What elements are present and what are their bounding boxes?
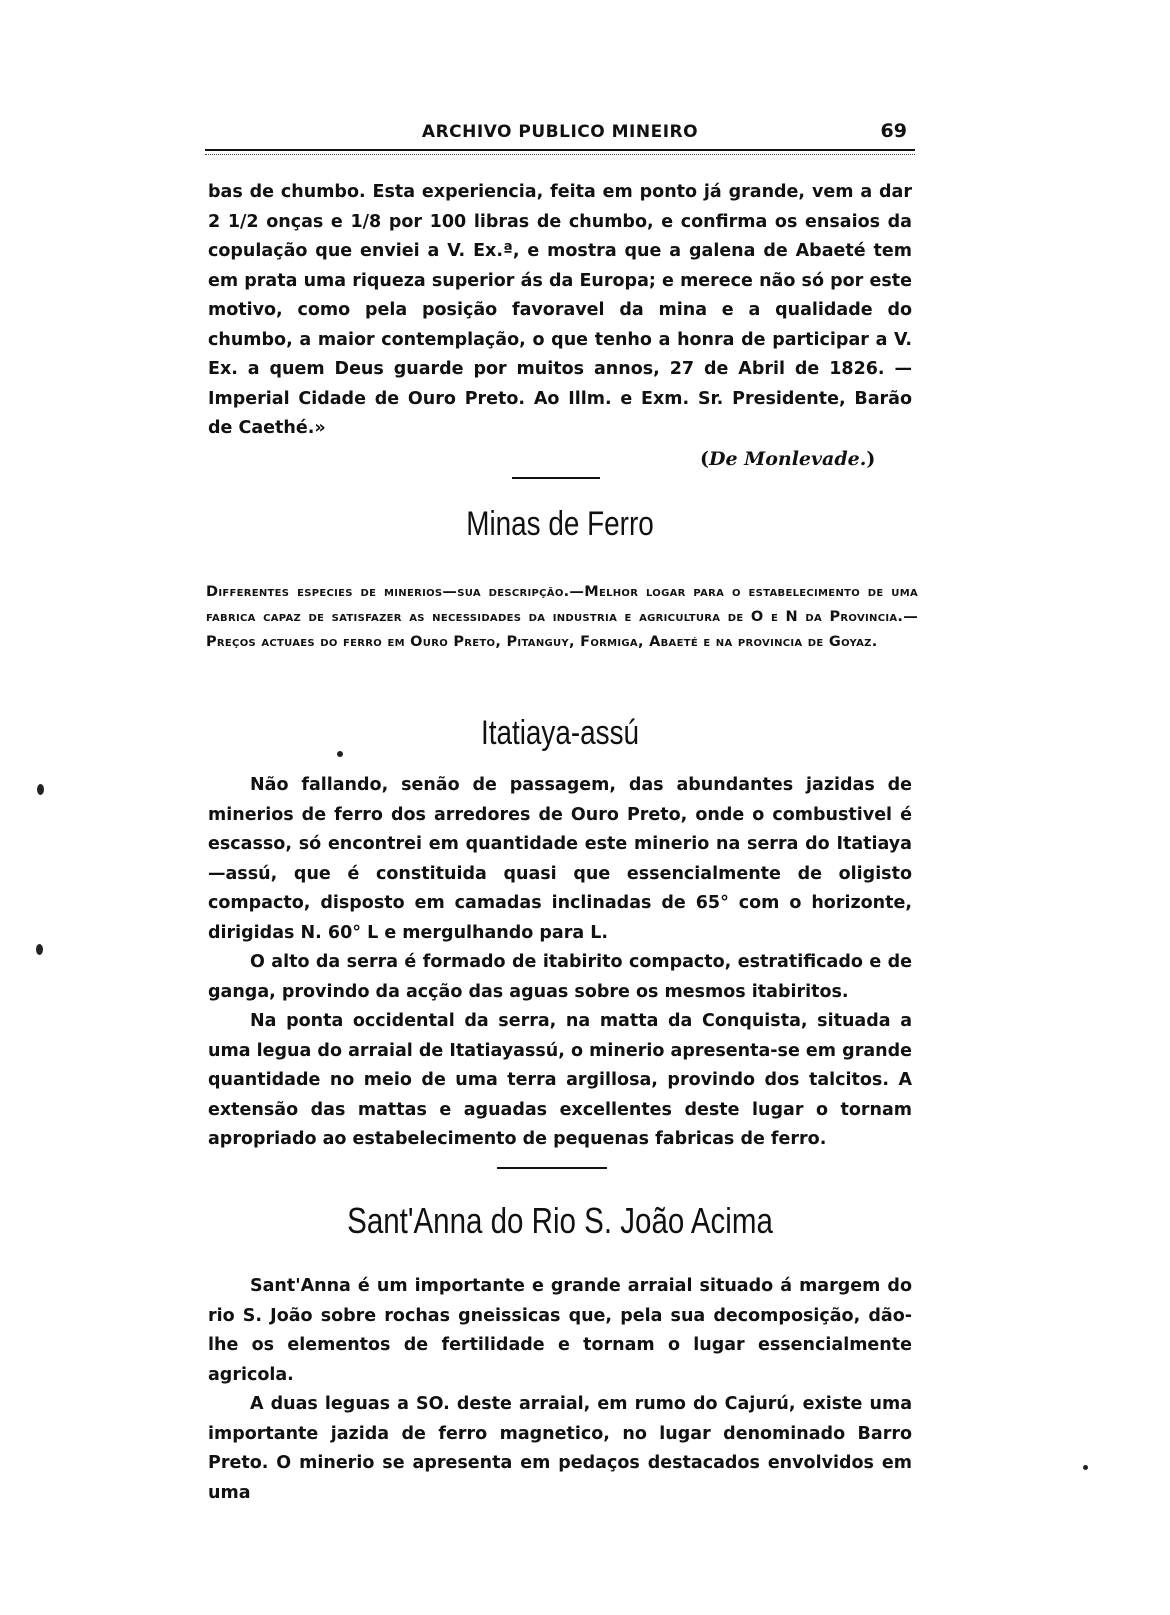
- paragraph: O alto da serra é formado de itabirito compacto, estratificado e de ganga, provindo da acção das aguas sobre os mesmos itabiritos.: [208, 952, 912, 1002]
- print-speck: [337, 751, 343, 757]
- section-title-minas-de-ferro: Minas de Ferro: [466, 505, 654, 543]
- paragraph: Na ponta occidental da serra, na matta da Conquista, situada a uma legua do arraial de Itatiayassú, o minerio apresenta-se em grande quantidade no meio de uma terra argillosa, provindo dos talcitos. A extensão das mattas e aguadas excellentes deste lugar o tornam apropriado ao estabelecimento de pequenas fabricas de ferro.: [208, 1011, 912, 1149]
- signature-close: ): [866, 448, 876, 470]
- paragraph: Não fallando, senão de passagem, das abundantes jazidas de minerios de ferro dos arredores de Ouro Preto, onde o combustivel é escasso, só encontrei em quantidade este minerio na serra do Itatiaya—assú, que é constituida quasi que essencialmente de oligisto compacto, disposto em camadas inclinadas de 65° com o horizonte, dirigidas N. 60° L e mergulhando para L.: [208, 775, 912, 943]
- running-header: [205, 118, 915, 156]
- running-title: ARCHIVO PUBLICO MINEIRO: [421, 122, 699, 142]
- signature-name: De Monlevade.: [709, 448, 867, 470]
- section-divider: [497, 1167, 607, 1169]
- continuation-text: bas de chumbo. Esta experiencia, feita em ponto já grande, vem a dar 2 1/2 onças e 1/8 por 100 libras de chumbo, e confirma os ensaios da copulação que enviei a V. Ex.ª, e mostra que a galena de Abaeté tem em prata uma riqueza superior ás da Europa; e merece não só por este motivo, como pela posição favoravel da mina e a qualidade do chumbo, a maior contemplação, o que tenho a honra de participar a V. Ex. a quem Deus guarde por muitos annos, 27 de Abril de 1826. — Imperial Cidade de Ouro Preto. Ao Illm. e Exm. Sr. Presidente, Barão de Caethé.»: [208, 182, 912, 438]
- page-number: 69: [880, 120, 907, 142]
- section-title-santanna: Sant'Anna do Rio S. João Acima: [347, 1200, 773, 1241]
- continuation-paragraph: [208, 178, 912, 444]
- signature: [700, 448, 875, 470]
- paragraph: Sant'Anna é um importante e grande arraial situado á margem do rio S. João sobre rochas gneissicas que, pela sua decomposição, dão-lhe os elementos de fertilidade e tornam o lugar essencialmente agricola.: [208, 1276, 912, 1385]
- header-rule: [205, 149, 915, 155]
- section-divider: [512, 477, 600, 479]
- itatiaya-body: [208, 771, 912, 1155]
- print-speck: [36, 944, 43, 955]
- santanna-body: [208, 1272, 912, 1508]
- print-speck: [1083, 1465, 1088, 1470]
- paragraph: A duas leguas a SO. deste arraial, em rumo do Cajurú, existe uma importante jazida de ferro magnetico, no lugar denominado Barro Preto. O minerio se apresenta em pedaços destacados envolvidos em uma: [208, 1394, 912, 1503]
- print-speck: [37, 784, 44, 795]
- section-title-itatiaya: Itatiaya-assú: [480, 714, 640, 752]
- signature-open: (: [700, 448, 709, 470]
- section-subheads: Differentes especies de minerios—sua descripção.—Melhor logar para o estabelecimento de uma fabrica capaz de satisfazer as necessidades da industria e agricultura de O e N da Provincia.—Preços actuaes do ferro em Ouro Preto, Pitanguy, Formiga, Abaeté e na provincia de Goyaz.: [206, 584, 918, 650]
